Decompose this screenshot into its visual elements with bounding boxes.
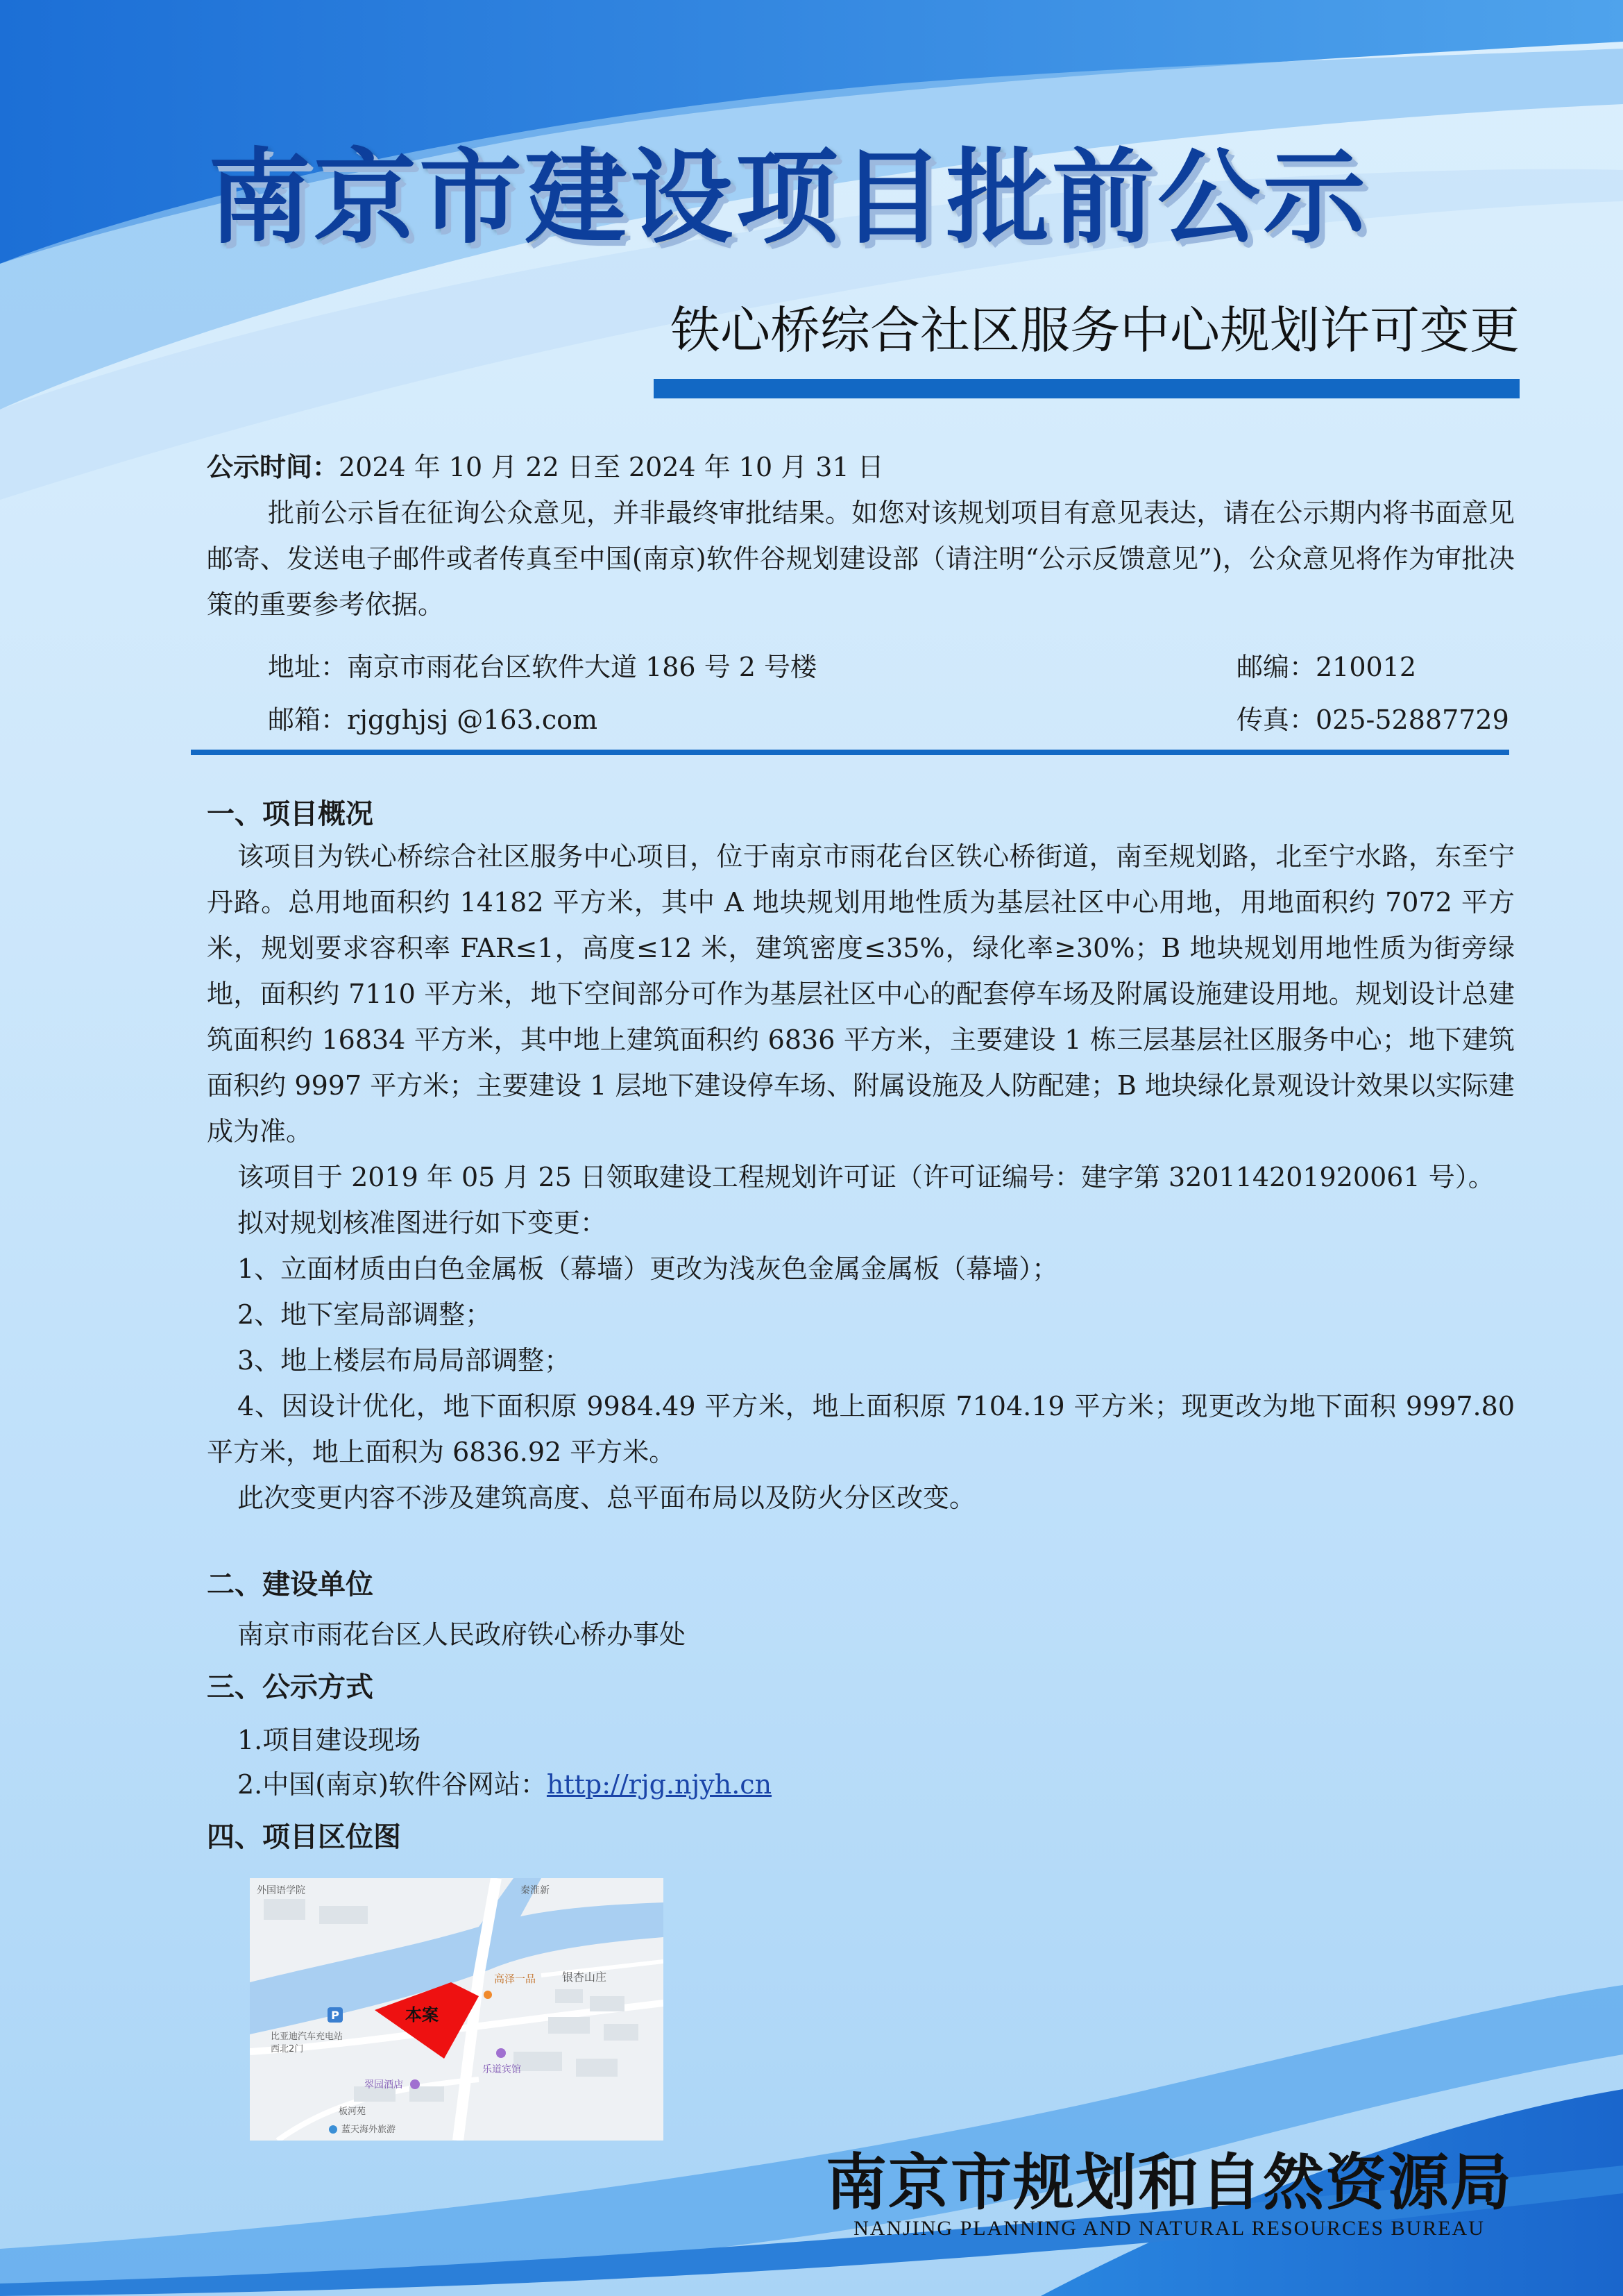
overview-paragraph-3: 拟对规划核准图进行如下变更： [237,1208,607,1238]
overview-paragraph-4: 此次变更内容不涉及建筑高度、总平面布局以及防火分区改变。 [237,1483,976,1513]
section-separator [191,750,1509,755]
change-item: 2、地下室局部调整； [237,1299,492,1330]
postcode: 邮编：210012 [1237,652,1417,682]
poi-marker-icon [410,2079,420,2089]
location-map [250,1878,663,2141]
main-title: 南京市建设项目批前公示 [208,137,1368,258]
map-label-charging-gate: 西北2门 [271,2044,304,2054]
footer-organization-en: NANJING PLANNING AND NATURAL RESOURCES BUREAU [853,2217,1485,2240]
subtitle-underline [654,379,1520,398]
builder-name: 南京市雨花台区人民政府铁心桥办事处 [237,1619,686,1650]
overview-paragraph-2: 该项目于 2019 年 05 月 25 日领取建设工程规划许可证（许可证编号：建字第 320114201920061 号）。 [237,1162,1495,1192]
change-item: 3、地上楼层布局局部调整； [237,1345,571,1376]
method-item-website [237,1762,772,1807]
intro-paragraph: 批前公示旨在征询公众意见，并非最终审批结果。如您对该规划项目有意见表达，请在公示期内将书面意见邮寄、发送电子邮件或者传真至中国(南京)软件谷规划建设部（请注明“公示反馈意见”)，公众意见将作为审批决策的重要参考依据。 [207,498,1515,620]
notice-time-value: 2024 年 10 月 22 日至 2024 年 10 月 31 日 [339,452,884,482]
notice-time-label: 公示时间： [207,452,339,482]
notice-time [207,444,884,490]
method-item-site: 1.项目建设现场 [237,1725,421,1755]
map-label-charging: 比亚迪汽车充电站 [271,2032,343,2042]
poi-marker-icon [484,1991,492,1999]
section-heading-overview: 一、项目概况 [207,798,373,830]
overview-content [207,834,1515,1521]
footer-organization: 南京市规划和自然资源局 [825,2146,1513,2218]
map-label-river: 板河苑 [339,2107,366,2117]
change-item: 1、立面材质由白色金属板（幕墙）更改为浅灰色金属金属板（幕墙）； [237,1253,1059,1284]
website-link[interactable]: http://rjg.njyh.cn [546,1769,772,1800]
map-label-travel: 蓝天海外旅游 [341,2125,396,2135]
poi-marker-icon [496,2048,506,2058]
map-label-yinxing: 银杏山庄 [562,1970,607,1984]
overview-paragraph-1: 该项目为铁心桥综合社区服务中心项目，位于南京市雨花台区铁心桥街道，南至规划路，北至宁水路，东至宁丹路。总用地面积约 14182 平方米，其中 A 地块规划用地性质为基层社区中心用地，用地面积约 7072 平方米，规划要求容积率 FAR≤1，高度≤12 米，建筑密度≤35%，绿化率≥30%；B 地块规划用地性质为街旁绿地，面积约 7110 平方米，地下空间部分可作为基层社区中心的配套停车场及附属设施建设用地。规划设计总建筑面积约 16834 平方米，其中地上建筑面积约 6836 平方米，主要建设 1 栋三层基层社区服务中心；地下建筑面积约 9997 平方米；主要建设 1 层地下建设停车场、附属设施及人防配建；B 地块绿化景观设计效果以实际建成为准。 [207,841,1515,1147]
sub-title: 铁心桥综合社区服务中心规划许可变更 [670,301,1520,360]
map-label-north: 秦淮新 [520,1885,550,1896]
poi-marker-icon [329,2125,337,2134]
email: 邮箱：rjgghjsj @163.com [268,704,598,735]
fax: 传真：025-52887729 [1237,704,1509,735]
parking-label: P [331,2009,339,2022]
change-item: 4、因设计优化，地下面积原 9984.49 平方米，地上面积原 7104.19 平方米；现更改为地下面积 9997.80 平方米，地上面积为 6836.92 平方米。 [207,1391,1515,1467]
map-label-hotel1: 乐道宾馆 [482,2064,521,2075]
project-label: 本案 [405,2005,439,2025]
section-heading-builder: 二、建设单位 [207,1569,373,1601]
map-label-hotel2: 翠园酒店 [364,2079,403,2091]
map-label-school: 外国语学院 [257,1885,305,1896]
method-item-website-label: 2.中国(南京)软件谷网站： [237,1769,547,1800]
section-heading-location: 四、项目区位图 [207,1821,401,1853]
section-heading-method: 三、公示方式 [207,1671,373,1703]
map-label-gaoze: 高泽一品 [494,1973,536,1985]
location-map-drawing [250,1878,663,2141]
address: 地址：南京市雨花台区软件大道 186 号 2 号楼 [268,652,817,682]
